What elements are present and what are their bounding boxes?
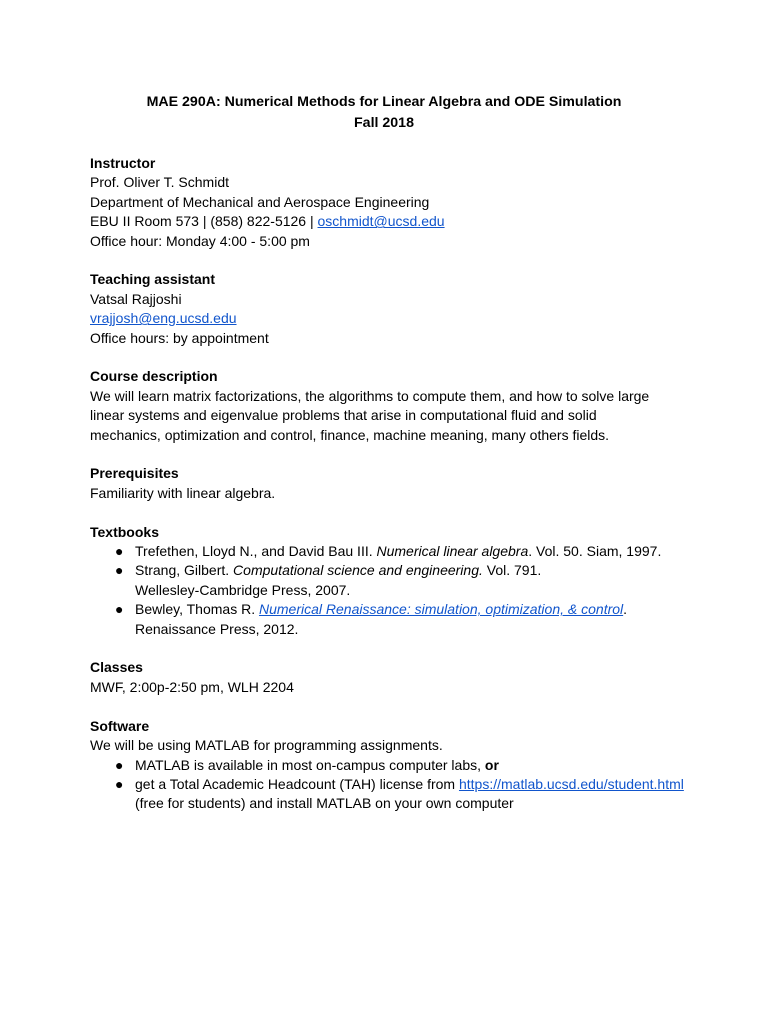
description-heading: Course description: [90, 368, 218, 385]
bullet-icon: ●: [115, 775, 124, 792]
bullet-icon: ●: [115, 543, 124, 560]
instructor-department: Department of Mechanical and Aerospace Engineering: [90, 193, 430, 210]
classes-text: MWF, 2:00p-2:50 pm, WLH 2204: [90, 678, 294, 695]
textbook-details: .: [623, 601, 628, 618]
software-intro: We will be using MATLAB for programming assignments.: [90, 737, 443, 754]
software-item-text: MATLAB is available in most on-campus computer labs,: [135, 756, 485, 773]
term-title: Fall 2018: [354, 115, 414, 131]
textbook-authors: Bewley, Thomas R.: [135, 601, 259, 618]
description-text: We will learn matrix factorizations, the algorithms to compute them, and how to solve large linear systems and eigenvalue problems that arise in computational fluid and solid mechanics, optimization and control, finance, machine meaning, many others fields.: [90, 387, 650, 443]
textbook-title-link[interactable]: Numerical Renaissance: simulation, optimization, & control: [258, 601, 624, 618]
classes-section: [90, 658, 690, 697]
textbook-item: [90, 542, 690, 561]
ta-heading: Teaching assistant: [90, 271, 216, 288]
prerequisites-text: Familiarity with linear algebra.: [90, 484, 276, 501]
software-item: [90, 756, 690, 775]
classes-heading: Classes: [90, 659, 143, 676]
ta-office-hours: Office hours: by appointment: [90, 329, 269, 346]
textbook-item: [90, 561, 690, 600]
bullet-icon: ●: [115, 601, 124, 618]
textbook-authors: Strang, Gilbert.: [135, 562, 234, 579]
textbook-authors: Trefethen, Lloyd N., and David Bau III.: [135, 543, 377, 560]
ta-section: [90, 270, 690, 348]
document-title: [0, 92, 768, 134]
textbooks-heading: Textbooks: [90, 523, 159, 540]
textbook-details: . Vol. 50. Siam, 1997.: [528, 543, 662, 560]
instructor-heading: Instructor: [90, 155, 156, 171]
instructor-contact: [90, 212, 690, 231]
textbook-publisher: Renaissance Press, 2012.: [135, 620, 299, 637]
course-title: MAE 290A: Numerical Methods for Linear Algebra and ODE Simulation: [146, 94, 622, 110]
software-item: [90, 775, 690, 814]
description-section: [90, 367, 690, 445]
software-heading: Software: [90, 717, 150, 734]
matlab-license-link[interactable]: https://matlab.ucsd.edu/student.html: [458, 775, 684, 792]
ta-name: Vatsal Rajjoshi: [90, 290, 182, 307]
bullet-icon: ●: [115, 756, 124, 773]
software-item-emphasis: or: [484, 756, 499, 773]
textbook-details: Vol. 791.: [482, 562, 542, 579]
textbook-publisher: Wellesley-Cambridge Press, 2007.: [135, 581, 351, 598]
software-item-continuation: (free for students) and install MATLAB on your own computer: [135, 795, 514, 812]
ta-email-link[interactable]: vrajjosh@eng.ucsd.edu: [90, 310, 237, 327]
instructor-contact-text: EBU II Room 573 | (858) 822-5126 |: [90, 213, 318, 230]
textbooks-list: [90, 542, 690, 639]
bullet-icon: ●: [115, 562, 124, 579]
instructor-name: Prof. Oliver T. Schmidt: [90, 174, 230, 191]
instructor-email-link[interactable]: oschmidt@ucsd.edu: [317, 213, 445, 230]
instructor-section: [90, 154, 690, 251]
textbook-title: Computational science and engineering.: [233, 562, 483, 579]
prerequisites-heading: Prerequisites: [90, 465, 179, 482]
document-body: [90, 154, 690, 833]
software-list: [90, 756, 690, 814]
textbooks-section: [90, 523, 690, 639]
textbook-item: [90, 600, 690, 639]
software-section: [90, 717, 690, 814]
instructor-office-hour: Office hour: Monday 4:00 - 5:00 pm: [90, 232, 310, 249]
software-item-text: get a Total Academic Headcount (TAH) license from: [135, 775, 459, 792]
prerequisites-section: [90, 464, 690, 503]
textbook-title: Numerical linear algebra: [376, 543, 529, 560]
